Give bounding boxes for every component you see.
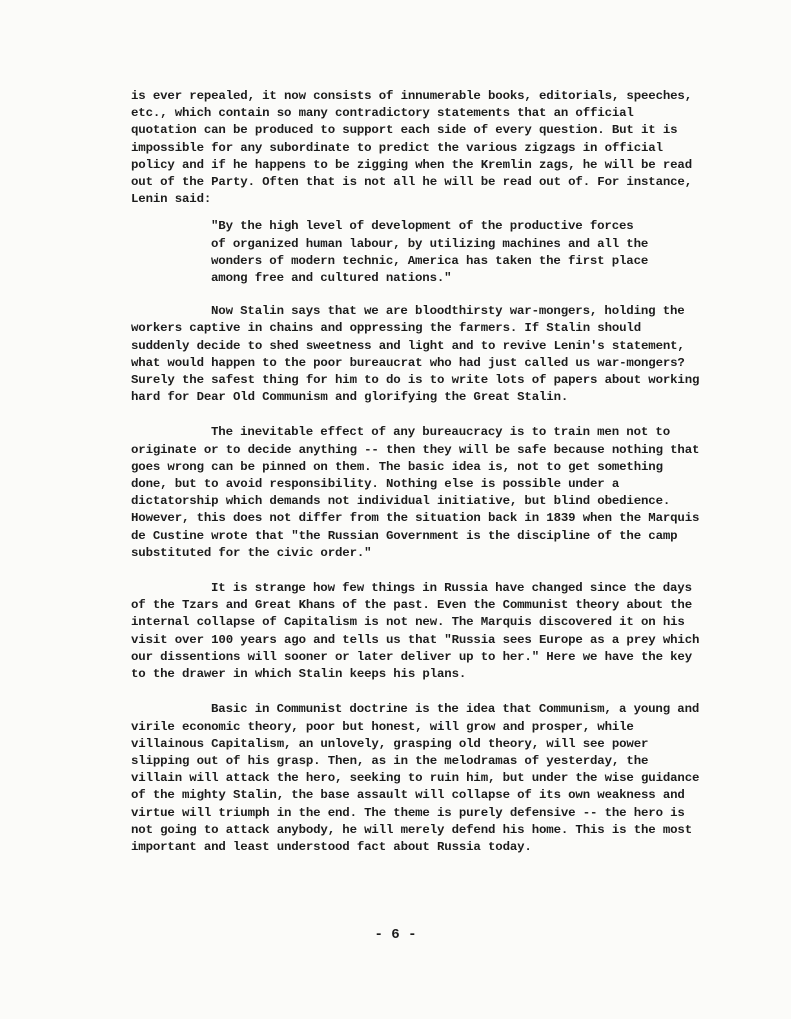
- page-number: - 6 -: [374, 927, 417, 943]
- opening-paragraph: is ever repealed, it now consists of innumerable books, editorials, speeches, etc., which contain so many contradictory statements that an official quotation can be produced to support each side of every question. But it is impossible for any subordinate to predict the various zigzags in official policy and if he happens to be zigging when the Kremlin zags, he will be read out of the Party. Often that is not all he will be read out of. For instance, Lenin said:: [131, 89, 692, 207]
- lenin-quote: "By the high level of development of the productive forces of organized human labour, by utilizing machines and all the wonders of modern technic, America has taken the first place among free and cultured nations.": [211, 219, 649, 286]
- paragraph-tzars: It is strange how few things in Russia have changed since the days of the Tzars and Great Khans of the past. Even the Communist theory about the internal collapse of Capitalism is not new. The Marquis discovered it on his visit over 100 years ago and tells us that "Russia sees Europe as a prey which our dissentions will sooner or later deliver up to her." Here we have the key to the drawer in which Stalin keeps his plans.: [131, 581, 700, 682]
- paragraph-communist-doctrine: Basic in Communist doctrine is the idea that Communism, a young and virile economic theory, poor but honest, will grow and prosper, while villainous Capitalism, an unlovely, grasping old theory, will see power slipping out of his grasp. Then, as in the melodramas of yesterday, the villain will attack the hero, seeking to ruin him, but under the wise guidance of the mighty Stalin, the base assault will collapse of its own weakness and virtue will triumph in the end. The theme is purely defensive -- the hero is not going to attack anybody, he will merely defend his home. This is the most important and least understood fact about Russia today.: [131, 702, 700, 854]
- paragraph-stalin-warmongers: Now Stalin says that we are bloodthirsty war-mongers, holding the workers captive in chains and oppressing the farmers. If Stalin should suddenly decide to shed sweetness and light and to revive Lenin's statement, what would happen to the poor bureaucrat who had just called us war-mongers? Surely the safest thing for him to do is to write lots of papers about working hard for Dear Old Communism and glorifying the Great Stalin.: [131, 304, 700, 405]
- paragraph-bureaucracy: The inevitable effect of any bureaucracy is to train men not to originate or to decide anything -- then they will be safe because nothing that goes wrong can be pinned on them. The basic idea is, not to get something done, but to avoid responsibility. Nothing else is possible under a dictatorship which demands not individual initiative, but blind obedience. However, this does not differ from the situation back in 1839 when the Marquis de Custine wrote that "the Russian Government is the discipline of the camp substituted for the civic order.": [131, 425, 700, 560]
- body-text: [131, 88, 706, 856]
